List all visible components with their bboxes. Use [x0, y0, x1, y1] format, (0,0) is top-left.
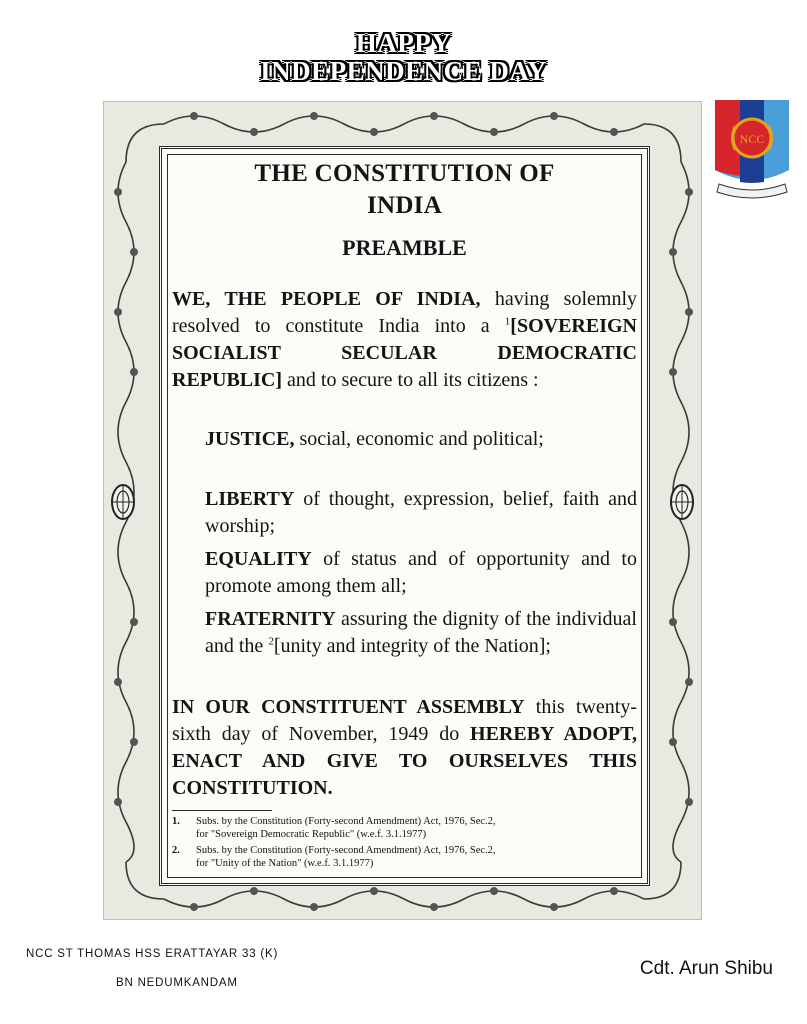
chakra-wheel-icon	[110, 482, 136, 522]
battalion-name: BN NEDUMKANDAM	[116, 977, 238, 989]
preamble-image	[103, 101, 702, 920]
footnote-1: 1. Subs. by the Constitution (Forty-second Amendment) Act, 1976, Sec.2, for "Sovereign Democratic Republic" (w.e.f. 3.1.1977)	[172, 816, 496, 840]
document-title: THE CONSTITUTION OF INDIA	[254, 160, 555, 219]
svg-text:NCC: NCC	[739, 132, 765, 146]
preamble-liberty: LIBERTY of thought, expression, belief, faith and worship;	[205, 488, 637, 537]
footnote-2: 2. Subs. by the Constitution (Forty-second Amendment) Act, 1976, Sec.2, for "Unity of the Nation" (w.e.f. 3.1.1977)	[172, 845, 496, 869]
preamble-assembly: IN OUR CONSTITUENT ASSEMBLY this twenty-sixth day of November, 1949 do HEREBY ADOPT, ENACT AND GIVE TO OURSELVES THIS CONSTITUTION.	[172, 696, 637, 799]
banner-line-1: HAPPY	[355, 28, 452, 58]
document-subtitle: PREAMBLE	[342, 235, 467, 260]
author-credit: Cdt. Arun Shibu	[639, 958, 773, 979]
unit-name: NCC ST THOMAS HSS ERATTAYAR 33 (K)	[26, 948, 279, 960]
preamble-equality: EQUALITY of status and of opportunity and to promote among them all;	[205, 548, 637, 597]
banner-line-2: INDEPENDENCE DAY	[260, 56, 547, 86]
preamble-intro: WE, THE PEOPLE OF INDIA, having solemnly resolved to constitute India into a $^1$[SOVEREIGN SOCIALIST SECULAR DEMOCRATIC REPUBLIC] and to secure to all its citizens :	[172, 288, 638, 391]
preamble-justice: JUSTICE, social, economic and political;	[205, 428, 544, 450]
ncc-logo	[713, 98, 791, 206]
preamble-fraternity: FRATERNITY assuring the dignity of the individual and the $^2$[unity and integrity of the Nation];	[205, 608, 637, 657]
chakra-wheel-icon	[669, 482, 695, 522]
footnote-divider	[172, 810, 272, 811]
